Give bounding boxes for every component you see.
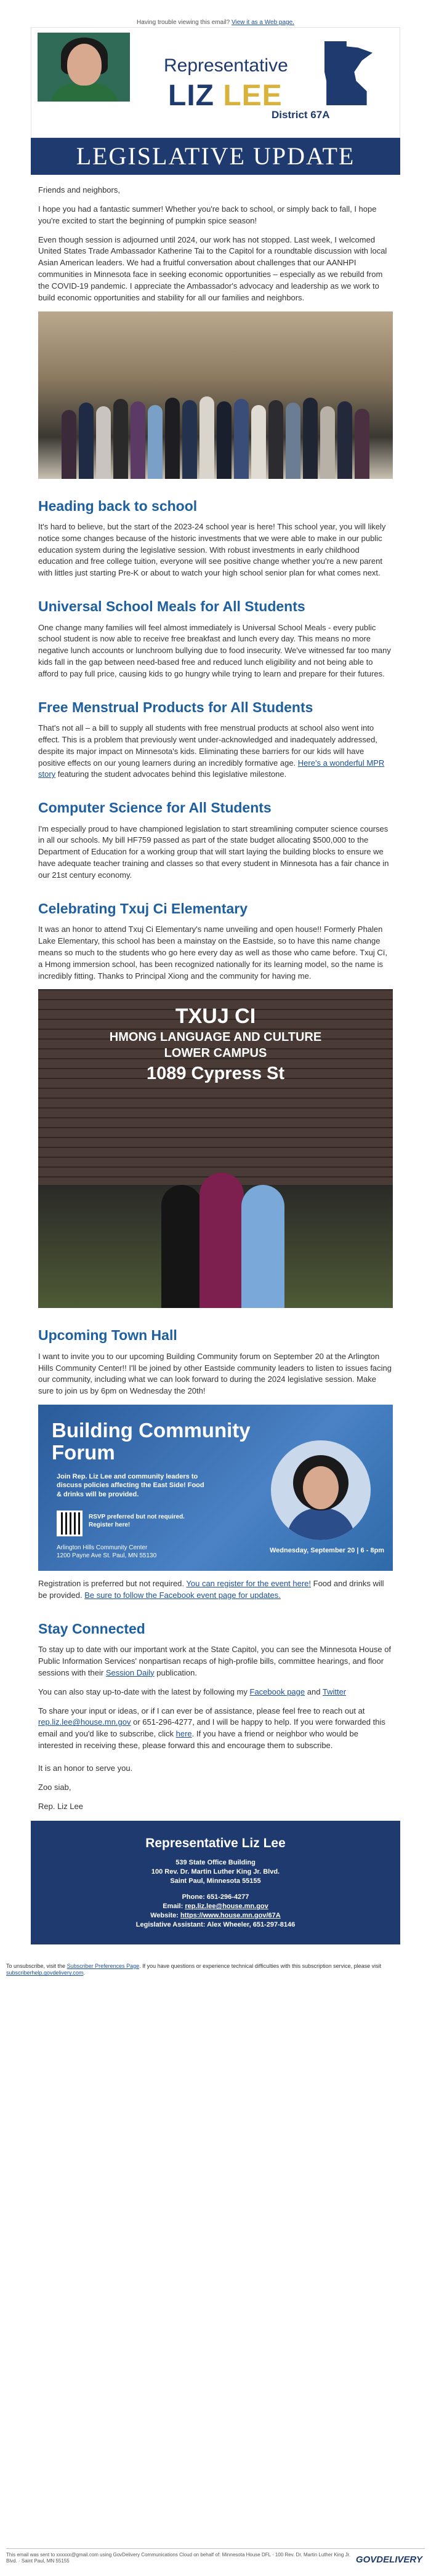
footer-divider: [6, 2548, 425, 2549]
newsletter-title: LEGISLATIVE UPDATE: [31, 138, 400, 175]
banner-name-last: LEE: [223, 79, 283, 112]
closing-line2: Zoo siab,: [38, 1782, 71, 1792]
connected-p1-end: publication.: [156, 1667, 198, 1677]
registration-paragraph: [38, 1578, 393, 1602]
view-web-page-link[interactable]: View it as a Web page.: [232, 19, 294, 26]
flyer-rsvp: RSVP preferred but not required. Register here!: [89, 1514, 185, 1529]
preheader-text: Having trouble viewing this email?: [137, 19, 230, 26]
school-sign-campus: LOWER CAMPUS: [164, 1046, 267, 1061]
subscriber-preferences-link[interactable]: Subscriber Preferences Page: [66, 1962, 140, 1969]
legal-notice: This email was sent to xxxxxx@gmail.com using GovDelivery Communications Cloud on behalf of: Minnesota House DFL · 100 Rev. Dr. Martin Luther King Jr. Blvd. · Saint Paul, MN 55155: [6, 2552, 351, 2564]
flyer-title-line2: Forum: [52, 1440, 115, 1464]
footer-address1: 539 State Office Building: [175, 1858, 256, 1866]
footer-email-label: Email:: [163, 1903, 183, 1911]
flyer-location: [57, 1544, 156, 1560]
footer-email-row: [37, 1902, 394, 1911]
cs-paragraph: I'm especially proud to have championed legislation to start streamlining computer science courses in all our schools. My bill HF759 passed as part of the state budget allocating $500,000 to the Department of Education for a working group that will start laying the building blocks to ensure we have adequate teacher training and classes so that every student in Minnesota has a fair chance in our 21st century economy.: [38, 824, 389, 880]
school-sign-name: TXUJ CI: [175, 1005, 256, 1029]
school-sign-subtitle: HMONG LANGUAGE AND CULTURE: [109, 1030, 322, 1045]
connected-p1-text: To stay up to date with our important work at the State Capitol, you can see the Minnesota House of Public Information Services' nonpartisan recaps of high-profile bills, committee hearings, and floor sessions with their: [38, 1645, 392, 1677]
banner-name-first: LIZ: [168, 79, 214, 112]
roundtable-group-photo: [38, 311, 393, 479]
flyer-title: [52, 1419, 251, 1463]
meals-paragraph: One change many families will feel almost immediately is Universal School Meals - every public school student is now able to receive free breakfast and lunch every day. This means no more negative lunch accounts or lunchroom bullying due to food insecurity. We've witnessed far too many kids fall in the gap between need-based free and reduced lunch eligibility and not being able to afford to pay full price, causing kids to go hungry while trying to learn and prepare for their futures.: [38, 622, 391, 678]
townhall-paragraph: I want to invite you to our upcoming Building Community forum on September 20 at the Arlington Hills Community Center!! I'll be joined by other Eastside community leaders to listen to issues facing our community, including what we can look forward to during the 2024 legislative session. Make sure to join us by 6pm on Wednesday the 20th!: [38, 1351, 392, 1396]
connected-p3-end: . If you have a friend or neighbor who would be interested in receiving these, please forward this and encourage them to subscribe.: [38, 1729, 358, 1751]
flyer-rep-portrait: [271, 1440, 371, 1540]
footer-name: Representative Liz Lee: [145, 1836, 286, 1851]
rep-portrait: [38, 33, 130, 102]
connected-p2-text: You can also stay up-to-date with the latest by following my: [38, 1687, 248, 1696]
session-daily-link[interactable]: Session Daily: [105, 1667, 155, 1677]
heading-town-hall: Upcoming Town Hall: [38, 1327, 177, 1344]
unsubscribe-text: To unsubscribe, visit the: [6, 1962, 66, 1969]
greeting: Friends and neighbors,: [38, 185, 120, 195]
banner-rep-label: Representative: [164, 55, 288, 76]
heading-back-to-school: Heading back to school: [38, 497, 198, 514]
mpr-story-link[interactable]: Here's a wonderful MPR story: [38, 758, 385, 779]
connected-p1: [38, 1644, 393, 1679]
preheader: [0, 0, 431, 27]
footer-contact-block: [31, 1821, 400, 1944]
subscriber-help-link[interactable]: subscriberhelp.govdelivery.com: [6, 1970, 84, 1976]
connected-p3: [38, 1706, 393, 1752]
minnesota-map-icon: [324, 41, 373, 105]
txuj-ci-school-photo: [38, 989, 393, 1308]
footer-email-link[interactable]: rep.liz.lee@house.mn.gov: [185, 1903, 268, 1911]
connected-p2: [38, 1687, 393, 1698]
menstrual-paragraph: [38, 723, 393, 780]
flyer-location-line1: Arlington Hills Community Center: [57, 1544, 148, 1552]
facebook-event-link[interactable]: Be sure to follow the Facebook event page for updates.: [84, 1590, 281, 1600]
forum-flyer[interactable]: [38, 1405, 393, 1571]
banner-name: [168, 74, 283, 118]
menstrual-text-end: featuring the student advocates behind this legislative milestone.: [57, 769, 287, 779]
closing-line1: It is an honor to serve you.: [38, 1763, 133, 1773]
qr-code-icon: [57, 1511, 83, 1536]
flyer-location-line2: 1200 Payne Ave St. Paul, MN 55130: [57, 1552, 157, 1560]
flyer-title-line1: Building Community: [52, 1419, 251, 1442]
footer-website-link[interactable]: https://www.house.mn.gov/67A: [180, 1912, 281, 1920]
footer-address2: 100 Rev. Dr. Martin Luther King Jr. Blvd.: [151, 1868, 280, 1876]
intro-p1: I hope you had a fantastic summer! Whether you're back to school, or simply back to fall, I hope you're excited to start the beginning of pumpkin spice season!: [38, 204, 377, 225]
govdelivery-logo[interactable]: GOVDELIVERY: [355, 2554, 422, 2565]
menstrual-text: That's not all – a bill to supply all students with free menstrual products at school also went into effect. This is a problem that previously went under-acknowledged and inadequately addressed, despite its major impact on Minnesota's kids. Eliminating these barriers for our kids will have positive effects on our young learners during an incredibly formative age.: [38, 723, 377, 768]
register-event-link[interactable]: You can register for the event here!: [186, 1579, 311, 1589]
txuj-paragraph: It was an honor to attend Txuj Ci Elementary's name unveiling and open house!! Formerly Phalen Lake Elementary, this school has been a mainstay on the Eastside, so to have this name change means so much to the students who go here every day as well as those who came before. Txuj Cï, a Hmong immersion school, has been recognized nationally for its learning model, so the name is incredibly fitting. Thanks to Principal Xiong and the community for having me.: [38, 925, 387, 981]
heading-stay-connected: Stay Connected: [38, 1620, 145, 1637]
heading-menstrual-products: Free Menstrual Products for All Students: [38, 699, 313, 715]
footer-address3: Saint Paul, Minnesota 55155: [170, 1877, 261, 1885]
connected-p2-and: and: [307, 1687, 321, 1696]
twitter-link[interactable]: Twitter: [322, 1687, 347, 1696]
registration-text: Registration is preferred but not required.: [38, 1579, 185, 1589]
heading-school-meals: Universal School Meals for All Students: [38, 598, 305, 615]
intro-p2: Even though session is adjourned until 2024, our work has not stopped. Last week, I welcomed United States Trade Ambassador Katherine Tai to the Capitol for a roundtable discussion with local Asian American leaders. We had a fruitful conversation about challenges that our AANHPI communities in Minnesota face in seeking economic opportunities – especially as we rebuild from the COVID-19 pandemic. I appreciate the Ambassador's advocacy and leadership as we work to build economic opportunities and stability for all our families and neighbors.: [38, 235, 387, 302]
footer-website-row: [37, 1911, 394, 1920]
email-body: [31, 27, 400, 1944]
footer-website-label: Website:: [150, 1912, 179, 1920]
food-drinks-text: Food and drinks will be provided.: [38, 1579, 384, 1600]
footer-phone: Phone: 651-296-4277: [182, 1893, 249, 1901]
school-paragraph: It's hard to believe, but the start of the 2023-24 school year is here! This school year, you will likely notice some changes because of the historic investments that we were able to make in our public education system during the legislative session. With robust investments in early childhood education and free college tuition, everyone will see positive change whether you're a new parent with littles just starting Pre-K or about to watch your high school senior plan for what comes next.: [38, 521, 386, 578]
heading-txuj-ci: Celebrating Txuj Ci Elementary: [38, 900, 248, 917]
banner-district: District 67A: [272, 109, 330, 121]
flyer-date: Wednesday, September 20 | 6 - 8pm: [270, 1547, 385, 1555]
closing-signature: Rep. Liz Lee: [38, 1801, 83, 1811]
flyer-subtitle: Join Rep. Liz Lee and community leaders to discuss policies affecting the East Side! Food & drinks will be provided.: [57, 1473, 204, 1498]
footer-assistant: Legislative Assistant: Alex Wheeler, 651-297-8146: [135, 1920, 296, 1928]
header-banner: [31, 27, 400, 138]
heading-computer-science: Computer Science for All Students: [38, 800, 272, 816]
unsubscribe-help-text: . If you have questions or experience technical difficulties with this subscription service, please visit: [139, 1962, 382, 1969]
content: [31, 175, 400, 1812]
unsubscribe-end: .: [83, 1970, 85, 1976]
subscribe-here-link[interactable]: here: [175, 1729, 192, 1739]
unsubscribe-note: [0, 1944, 431, 1983]
email-link[interactable]: rep.liz.lee@house.mn.gov: [38, 1717, 131, 1727]
facebook-page-link[interactable]: Facebook page: [249, 1687, 305, 1696]
school-sign-address: 1089 Cypress St: [146, 1064, 285, 1084]
connected-p3-middle: or 651-296-4277, and I will be happy to help. If you were forwarded this email and you'd like to subscribe, click: [38, 1717, 385, 1739]
connected-p3-text: To share your input or ideas, or if I can ever be of assistance, please feel free to reach out at: [38, 1706, 365, 1715]
